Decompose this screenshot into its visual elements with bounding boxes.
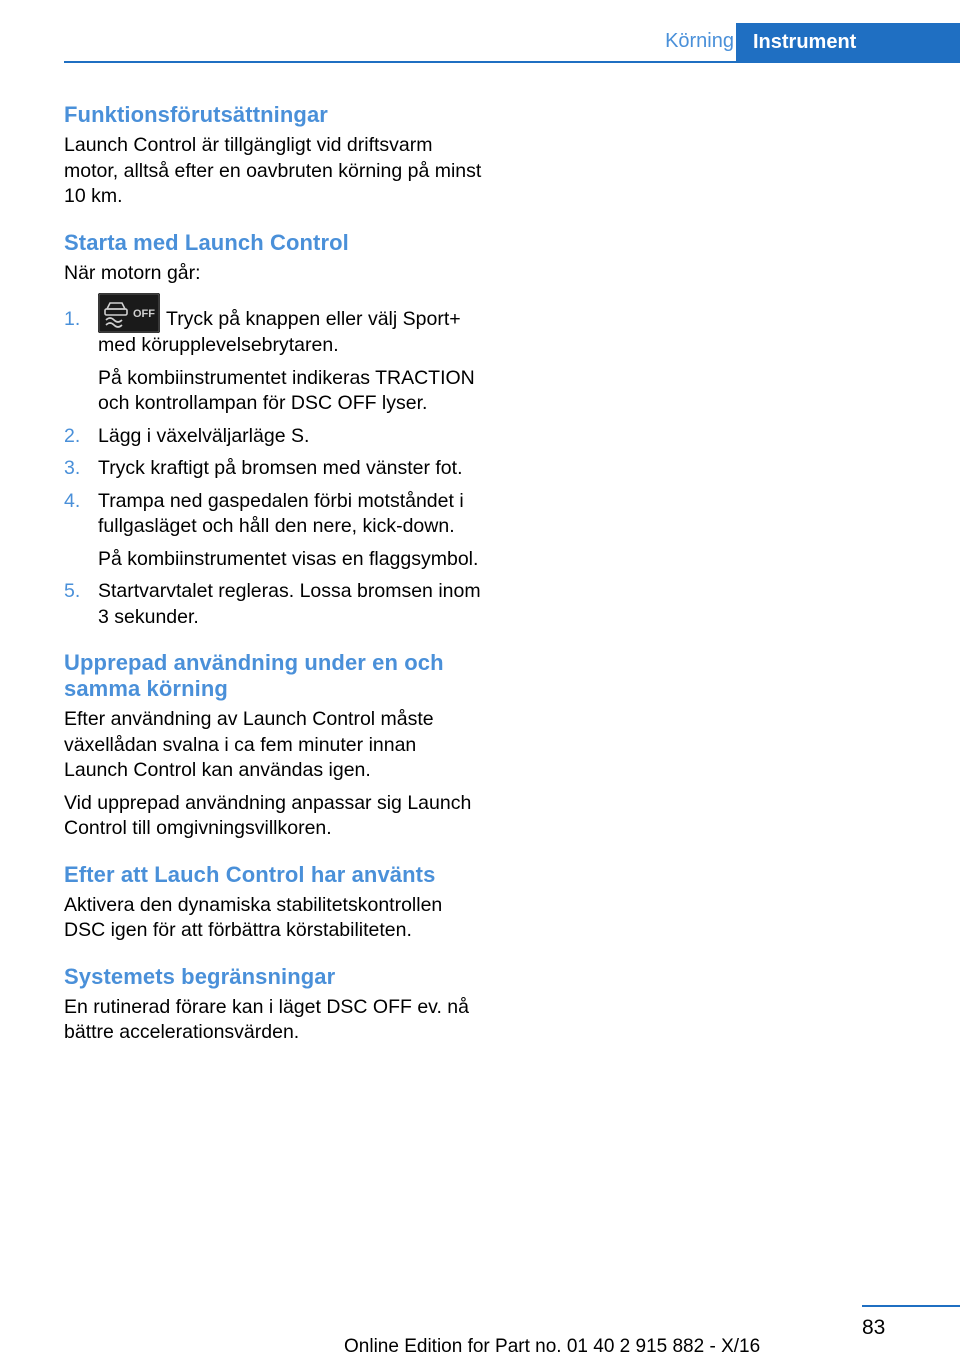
step-text: Trampa ned gaspedalen förbi motståndet i fullgasläget och håll den nere, kick-down. (98, 489, 464, 537)
page-content (64, 102, 484, 1046)
step-text: Tryck kraftigt på bromsen med vänster fot. (98, 457, 463, 479)
section-title: Systemets begränsningar (64, 963, 336, 989)
step-item (64, 579, 484, 630)
step-number: 5. (64, 580, 81, 602)
header-rule (64, 61, 960, 63)
step-subtext: På kombiinstrumentet visas en flaggsymbol. (98, 547, 479, 570)
edition-footer: Online Edition for Part no. 01 40 2 915 882 - X/16 (344, 1336, 761, 1357)
section-title: Efter att Lauch Control har använts (64, 861, 436, 887)
steps-list (64, 307, 484, 630)
step-item (64, 456, 484, 482)
section-start-launch-control (64, 230, 484, 631)
paragraph: Vid upprepad användning anpassar sig Launch Control till omgivningsvillkoren. (64, 791, 472, 839)
section-after-use (64, 862, 484, 944)
step-text: Tryck på knappen eller välj Sport+ med körupplevelsebrytaren. (98, 308, 461, 356)
step-item (64, 424, 484, 450)
header-section-label: Körning (665, 30, 734, 52)
step-number: 4. (64, 489, 81, 512)
dsc-icon-label: OFF (133, 308, 155, 320)
dsc-off-icon (98, 293, 160, 333)
step-number: 2. (64, 424, 81, 447)
step-number: 1. (64, 308, 81, 330)
section-prerequisites (64, 102, 484, 210)
page-number: 83 (862, 1316, 886, 1339)
section-title: Funktionsförutsättningar (64, 102, 328, 127)
paragraph: Aktivera den dynamiska stabilitetskontrollen DSC igen för att förbättra körstabiliteten. (64, 893, 443, 941)
paragraph: Efter användning av Launch Control måste växellådan svalna i ca fem minuter innan Launch Control kan användas igen. (64, 708, 434, 781)
step-subtext: På kombiinstrumentet indikeras TRACTION och kontrollampan för DSC OFF lyser. (98, 366, 475, 414)
paragraph: När motorn går: (64, 261, 201, 284)
step-text: Startvarvtalet regleras. Lossa bromsen inom 3 sekunder. (98, 580, 481, 628)
step-item (64, 489, 484, 573)
step-item (64, 307, 484, 417)
footer-rule (862, 1305, 960, 1307)
paragraph: Launch Control är tillgängligt vid driftsvarm motor, alltså efter en oavbruten körning på minst 10 km. (64, 134, 482, 207)
step-number: 3. (64, 457, 81, 479)
step-text: Lägg i växelväljarläge S. (98, 424, 310, 447)
section-title: Upprepad användning under en och samma körning (64, 650, 444, 701)
header-chapter-tab: Instrument (736, 23, 960, 61)
paragraph: En rutinerad förare kan i läget DSC OFF ev. nå bättre accelerationsvärden. (64, 995, 469, 1043)
section-repeated-use (64, 650, 484, 842)
section-system-limits (64, 964, 484, 1046)
section-title: Starta med Launch Control (64, 229, 349, 255)
